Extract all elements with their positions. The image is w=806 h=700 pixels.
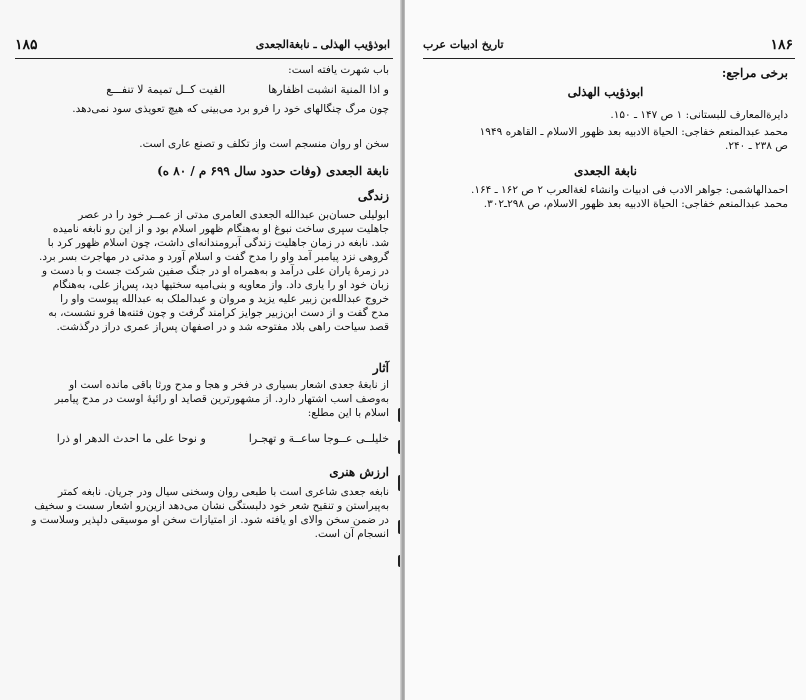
verse-2-hemistich-a: و نوحا علی ما احدث الدهر او ذرا bbox=[56, 432, 206, 445]
paragraph-line: زبان خود او را یاری داد. واز معاویه و بنی‌امیه سختیها دید، پس‌از علی، به‌هنگام bbox=[52, 279, 389, 291]
header-rule bbox=[423, 58, 795, 59]
art-heading: ارزش هنری bbox=[329, 465, 389, 479]
references-heading: برخی مراجع: bbox=[721, 66, 788, 80]
paragraph-line: از نابغهٔ جعدی اشعار بسیاری در فخر و هجا و مدح ورثا باقی مانده است او bbox=[69, 379, 389, 391]
paragraph-line: به‌وصف اسب اشتهار دارد. از مشهورترین قصاید او رائیهٔ اوست در مدح پیامبر bbox=[54, 393, 389, 405]
paragraph-line: در زمرهٔ یاران علی درآمد و به‌همراه او در جنگ صفین شرکت جست و با دست و bbox=[42, 265, 389, 277]
reference-item: محمد عبدالمنعم خفاجی: الحیاة الادبیه بعد ظهور الاسلام ـ القاهره ۱۹۴۹ bbox=[479, 126, 788, 138]
paragraph-line: در ضمن سخن والای او یافته شود. از امتیازات سخن او موسیقی دلپذیر وسلاست و bbox=[31, 514, 389, 526]
reference-item: احمدالهاشمی: جواهر الادب فی ادبیات وانشاء لغةالعرب ۲ ص ۱۶۲ ـ ۱۶۴. bbox=[471, 184, 788, 196]
paragraph-line: نابغه جعدی شاعری است با طبعی روان وسخنی سیال ودر جریان. نابغه کمتر bbox=[57, 486, 389, 498]
reference-item: دایرةالمعارف للبستانی: ۱ ص ۱۴۷ ـ ۱۵۰. bbox=[610, 109, 788, 121]
verse-2-hemistich-b: خلیلــی عــوجا ساعــة و تهجـرا bbox=[248, 432, 389, 445]
right-page bbox=[405, 0, 806, 700]
paragraph-line: اسلام با این مطلع: bbox=[307, 407, 389, 419]
running-title: تاریخ ادبیات عرب bbox=[423, 38, 504, 51]
paragraph-line: خروج عبدالله‌بن زبیر علیه یزید و مروان و عبدالملک به عبدالله پیوست واو را bbox=[60, 293, 389, 305]
translation-line: سخن او روان منسجم است واز تکلف و تصنع عاری است. bbox=[139, 138, 389, 150]
verse-1 bbox=[106, 83, 389, 96]
works-heading: آثار bbox=[372, 361, 389, 375]
paragraph-line: جاهلیت سپری ساخت نبوغ او به‌هنگام ظهور اسلام بود و از این رو نابغه نامیده bbox=[52, 223, 389, 235]
page-number: ١٨۶ bbox=[770, 37, 793, 53]
life-paragraph bbox=[9, 208, 389, 334]
right-page-header bbox=[423, 37, 793, 59]
reference-list bbox=[408, 108, 788, 153]
art-paragraph bbox=[9, 485, 389, 541]
paragraph-line: شد. نابغه در زمان جاهلیت زندگی آبرومندانه‌ای داشت، چون اسلام ظهور کرد با bbox=[47, 237, 389, 249]
paragraph-line: قصد سیاحت راهی بلاد مفتوحه شد و در اصفهان پس‌از عمری دراز درگذشت. bbox=[56, 321, 389, 333]
reference-item: ص ۲۳۸ ـ ۲۴۰. bbox=[725, 140, 788, 152]
left-page-header bbox=[15, 37, 390, 59]
paragraph-line: مدح گفت و از دست ابن‌زبیر جوایز کرامند گرفت و چون فتنه‌ها فرو نشست، به bbox=[48, 307, 389, 319]
page-number: ١٨۵ bbox=[15, 37, 38, 53]
reference-item: محمد عبدالمنعم خفاجی: الحیاة الادبیه بعد ظهور الاسلام، ص ۲۹۸ـ۳۰۲. bbox=[483, 198, 788, 210]
life-heading: زندگی bbox=[357, 189, 389, 203]
paragraph-line: انسجام آن است. bbox=[314, 528, 389, 540]
paragraph-line: به‌پیراستن و تنقیح شعر خود دلبستگی نشان می‌دهد ازین‌رو اشعار سست و سخیف bbox=[34, 500, 389, 512]
running-title: ابوذؤیب الهذلی ـ نابغة‌الجعدی bbox=[255, 38, 390, 51]
verse-2 bbox=[57, 432, 389, 445]
section-title: نابغة الجعدی (وفات حدود سال ۶۹۹ م / ۸۰ ه) bbox=[157, 164, 389, 178]
translation-line: چون مرگ چنگالهای خود را فرو برد می‌بینی که هیچ تعویذی سود نمی‌دهد. bbox=[72, 103, 389, 115]
reference-subheading: نابغة الجعدی bbox=[574, 164, 637, 178]
header-rule bbox=[15, 58, 393, 59]
reference-subheading: ابوذؤیب الهذلی bbox=[567, 85, 644, 99]
paragraph-line: گروهی نزد پیامبر آمد واو را مدح گفت و اسلام آورد و مدتی در مهاجرت بسر برد. bbox=[38, 251, 389, 263]
left-page bbox=[0, 0, 401, 700]
reference-list bbox=[408, 183, 788, 211]
paragraph-line: ابولیلی حسان‌بن عبدالله الجعدی العامری مدتی از عمــر خود را در عصر bbox=[78, 209, 389, 221]
works-paragraph bbox=[9, 378, 389, 420]
verse-1-hemistich-b: و اذا المنیة انشبت اظفارها bbox=[268, 83, 389, 96]
verse-1-hemistich-a: الفیت کــل تمیمة لا تنفـــع bbox=[106, 83, 226, 96]
intro-line: باب شهرت یافته است: bbox=[288, 64, 389, 76]
